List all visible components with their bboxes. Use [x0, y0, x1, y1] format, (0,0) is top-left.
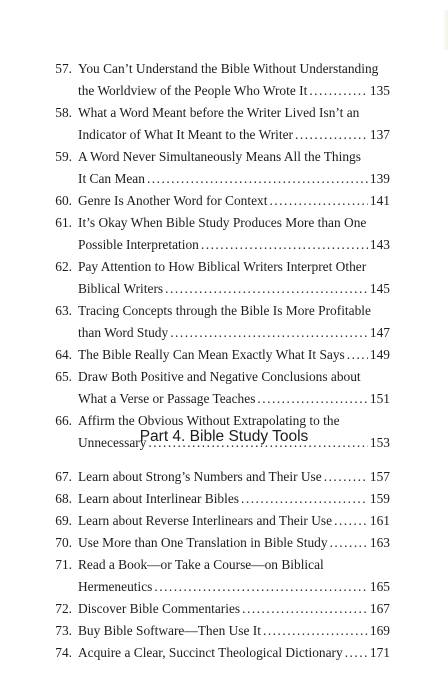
page-number: 171: [369, 645, 390, 660]
toc-entry: [50, 488, 390, 510]
entry-title-line: Read a Book—or Take a Course—on Biblical: [78, 557, 324, 572]
entry-title: [78, 642, 390, 664]
entry-number: 72.: [55, 601, 72, 616]
page-number: 169: [369, 623, 390, 638]
page-number: 157: [369, 469, 390, 484]
entry-title-line: You Can’t Understand the Bible Without Understanding: [78, 61, 379, 76]
dot-leader: [263, 620, 368, 642]
page-number: 135: [369, 83, 390, 98]
part4-heading: Part 4. Bible Study Tools: [139, 428, 309, 445]
toc-list-part4: [50, 466, 390, 664]
entry-title-line: Genre Is Another Word for Context: [78, 193, 268, 208]
entry-title-line: What a Word Meant before the Writer Lived Isn’t an: [78, 105, 360, 120]
toc-entry: [50, 598, 390, 620]
entry-title-line: Buy Bible Software—Then Use It: [78, 623, 261, 638]
page-number: 143: [369, 237, 390, 252]
entry-title-line: It’s Okay When Bible Study Produces More than One: [78, 215, 367, 230]
entry-title-line: Pay Attention to How Biblical Writers Interpret Other: [78, 259, 367, 274]
page-number: 147: [369, 325, 390, 340]
entry-number: 63.: [55, 303, 72, 318]
entry-title-line: Indicator of What It Meant to the Writer: [78, 127, 294, 142]
toc-entry: [50, 620, 390, 642]
page-number: 139: [369, 171, 390, 186]
entry-title: [78, 554, 390, 598]
dot-leader: [165, 278, 368, 300]
entry-number: 58.: [55, 105, 72, 120]
dot-leader: [330, 532, 368, 554]
entry-number: 64.: [55, 347, 72, 362]
entry-title: [78, 620, 390, 642]
entry-title-line: Use More than One Translation in Bible Study: [78, 535, 328, 550]
entry-title-line: A Word Never Simultaneously Means All the Things: [78, 149, 361, 164]
entry-title-line: Discover Bible Commentaries: [78, 601, 241, 616]
dot-leader: [345, 642, 368, 664]
toc-entry: [50, 212, 390, 256]
page-number: 167: [369, 601, 390, 616]
entry-title: [78, 146, 390, 190]
page-number: 161: [369, 513, 390, 528]
entry-title: [78, 190, 390, 212]
entry-title-line: Possible Interpretation: [78, 237, 199, 252]
dot-leader: [334, 510, 368, 532]
entry-number: 71.: [55, 557, 72, 572]
entry-number: 62.: [55, 259, 72, 274]
entry-title: [78, 466, 390, 488]
entry-title: [78, 102, 390, 146]
toc-list-part3: [50, 58, 390, 454]
entry-number: 73.: [55, 623, 72, 638]
entry-title-line: It Can Mean: [78, 171, 145, 186]
entry-number: 61.: [55, 215, 72, 230]
toc-entry: [50, 256, 390, 300]
entry-number: 68.: [55, 491, 72, 506]
entry-title-line: Biblical Writers: [78, 281, 164, 296]
dot-leader: [347, 344, 368, 366]
toc-entry: [50, 366, 390, 410]
page-edge-shadow: [442, 10, 448, 50]
toc-entry: [50, 532, 390, 554]
entry-number: 59.: [55, 149, 72, 164]
dot-leader: [257, 388, 367, 410]
entry-title: [78, 212, 390, 256]
page-number: 149: [369, 347, 390, 362]
entry-title-line: Affirm the Obvious Without Extrapolating to the: [78, 413, 340, 428]
page-number: 165: [369, 579, 390, 594]
page-number: 151: [369, 391, 390, 406]
dot-leader: [309, 80, 368, 102]
entry-title: [78, 58, 390, 102]
dot-leader: [324, 466, 368, 488]
entry-title: [78, 344, 390, 366]
toc-entry: [50, 190, 390, 212]
page-number: 145: [369, 281, 390, 296]
entry-number: 67.: [55, 469, 72, 484]
entry-title-line: Unnecessary: [78, 435, 147, 450]
toc-entry: [50, 554, 390, 598]
entry-number: 69.: [55, 513, 72, 528]
entry-title-line: Acquire a Clear, Succinct Theological Dictionary: [78, 645, 343, 660]
entry-title-line: Learn about Strong’s Numbers and Their Use: [78, 469, 322, 484]
entry-title-line: Hermeneutics: [78, 579, 153, 594]
entry-title: [78, 598, 390, 620]
entry-title-line: Learn about Interlinear Bibles: [78, 491, 239, 506]
entry-title: [78, 532, 390, 554]
entry-title-line: Learn about Reverse Interlinears and Their Use: [78, 513, 333, 528]
page-number: 137: [369, 127, 390, 142]
dot-leader: [147, 168, 368, 190]
dot-leader: [201, 234, 368, 256]
toc-entry: [50, 102, 390, 146]
entry-title: [78, 510, 390, 532]
entry-title: [78, 366, 390, 410]
dot-leader: [241, 488, 368, 510]
toc-entry: [50, 344, 390, 366]
entry-number: 57.: [55, 61, 72, 76]
entry-number: 66.: [55, 413, 72, 428]
dot-leader: [269, 190, 367, 212]
entry-title-line: Tracing Concepts through the Bible Is More Profitable: [78, 303, 371, 318]
entry-number: 70.: [55, 535, 72, 550]
entry-title: [78, 256, 390, 300]
toc-entry: [50, 510, 390, 532]
entry-title-line: Draw Both Positive and Negative Conclusions about: [78, 369, 361, 384]
entry-title-line: The Bible Really Can Mean Exactly What It Says: [78, 347, 345, 362]
dot-leader: [242, 598, 368, 620]
dot-leader: [295, 124, 368, 146]
entry-title: [78, 488, 390, 510]
page-number: 163: [369, 535, 390, 550]
page-number: 141: [369, 193, 390, 208]
toc-entry: [50, 466, 390, 488]
toc-entry: [50, 146, 390, 190]
entry-title-line: than Word Study: [78, 325, 169, 340]
entry-number: 74.: [55, 645, 72, 660]
dot-leader: [154, 576, 368, 598]
entry-title-line: the Worldview of the People Who Wrote It: [78, 83, 308, 98]
entry-number: 60.: [55, 193, 72, 208]
toc-entry: [50, 58, 390, 102]
dot-leader: [170, 322, 368, 344]
entry-number: 65.: [55, 369, 72, 384]
toc-entry: [50, 300, 390, 344]
toc-entry: [50, 642, 390, 664]
entry-title-line: What a Verse or Passage Teaches: [78, 391, 256, 406]
page-number: 159: [369, 491, 390, 506]
entry-title: [78, 300, 390, 344]
page-number: 153: [369, 435, 390, 450]
